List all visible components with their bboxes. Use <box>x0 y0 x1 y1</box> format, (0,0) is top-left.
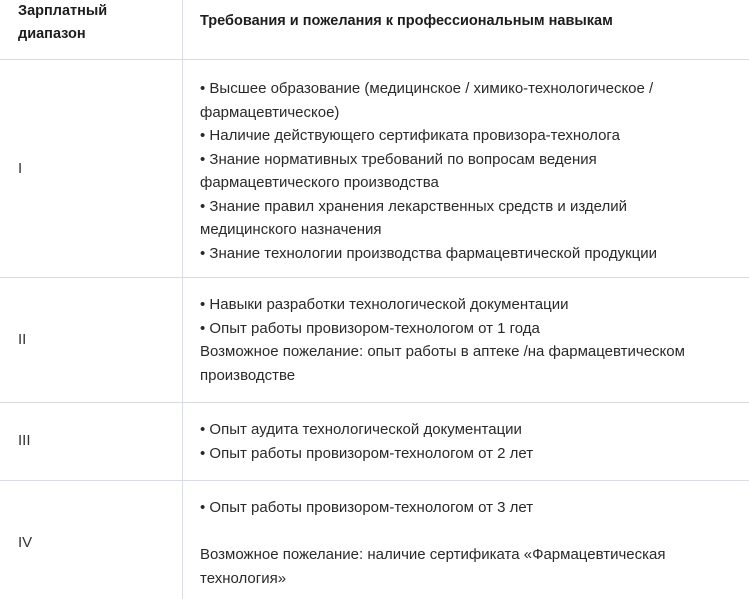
requirements-cell <box>200 496 740 590</box>
table-row <box>0 481 749 599</box>
range-label: II <box>18 331 27 348</box>
requirement-line: • Высшее образование (медицинское / химико-технологическое / <box>200 80 654 97</box>
requirement-line: • Знание технологии производства фармацевтической продукции <box>200 244 658 262</box>
table-header-row <box>0 0 749 60</box>
range-label: I <box>18 160 23 177</box>
requirement-line: • Наличие действующего сертификата провизора-технолога <box>200 127 620 144</box>
blank-line <box>200 520 740 544</box>
range-label: III <box>18 432 31 449</box>
requirement-line: • Опыт работы провизором-технологом от 2 лет <box>200 444 534 462</box>
requirement-line: • Опыт аудита технологической документации <box>200 421 522 438</box>
requirement-line: • Знание правил хранения лекарственных средств и изделий <box>200 197 628 215</box>
requirement-line: Возможное пожелание: наличие сертификата «Фармацевтическая <box>200 546 666 563</box>
requirements-cell <box>200 293 740 387</box>
header-range-line: Зарплатный <box>18 3 108 19</box>
requirement-line: • Опыт работы провизором-технологом от 3 лет <box>200 499 534 516</box>
range-label: IV <box>18 534 33 551</box>
requirements-cell <box>200 77 740 265</box>
requirement-line: медицинского назначения <box>200 221 382 238</box>
requirement-line: производстве <box>200 366 296 384</box>
requirement-line: • Опыт работы провизором-технологом от 1 года <box>200 319 540 337</box>
header-range-line: диапазон <box>18 26 86 42</box>
requirement-line: • Навыки разработки технологической документации <box>200 296 569 313</box>
header-requirements: Требования и пожелания к профессиональным навыкам <box>200 13 613 29</box>
table-row <box>0 403 749 481</box>
requirement-line: фармацевтического производства <box>200 174 439 191</box>
table-row <box>0 60 749 278</box>
requirement-line: Возможное пожелание: опыт работы в аптеке /на фармацевтическом <box>200 343 685 360</box>
header-salary-range <box>18 0 168 46</box>
requirement-line: • Знание нормативных требований по вопросам ведения <box>200 150 597 168</box>
requirement-line: фармацевтическое) <box>200 103 340 121</box>
requirements-cell <box>200 418 740 465</box>
requirement-line: технология» <box>200 569 287 587</box>
table-row <box>0 278 749 403</box>
